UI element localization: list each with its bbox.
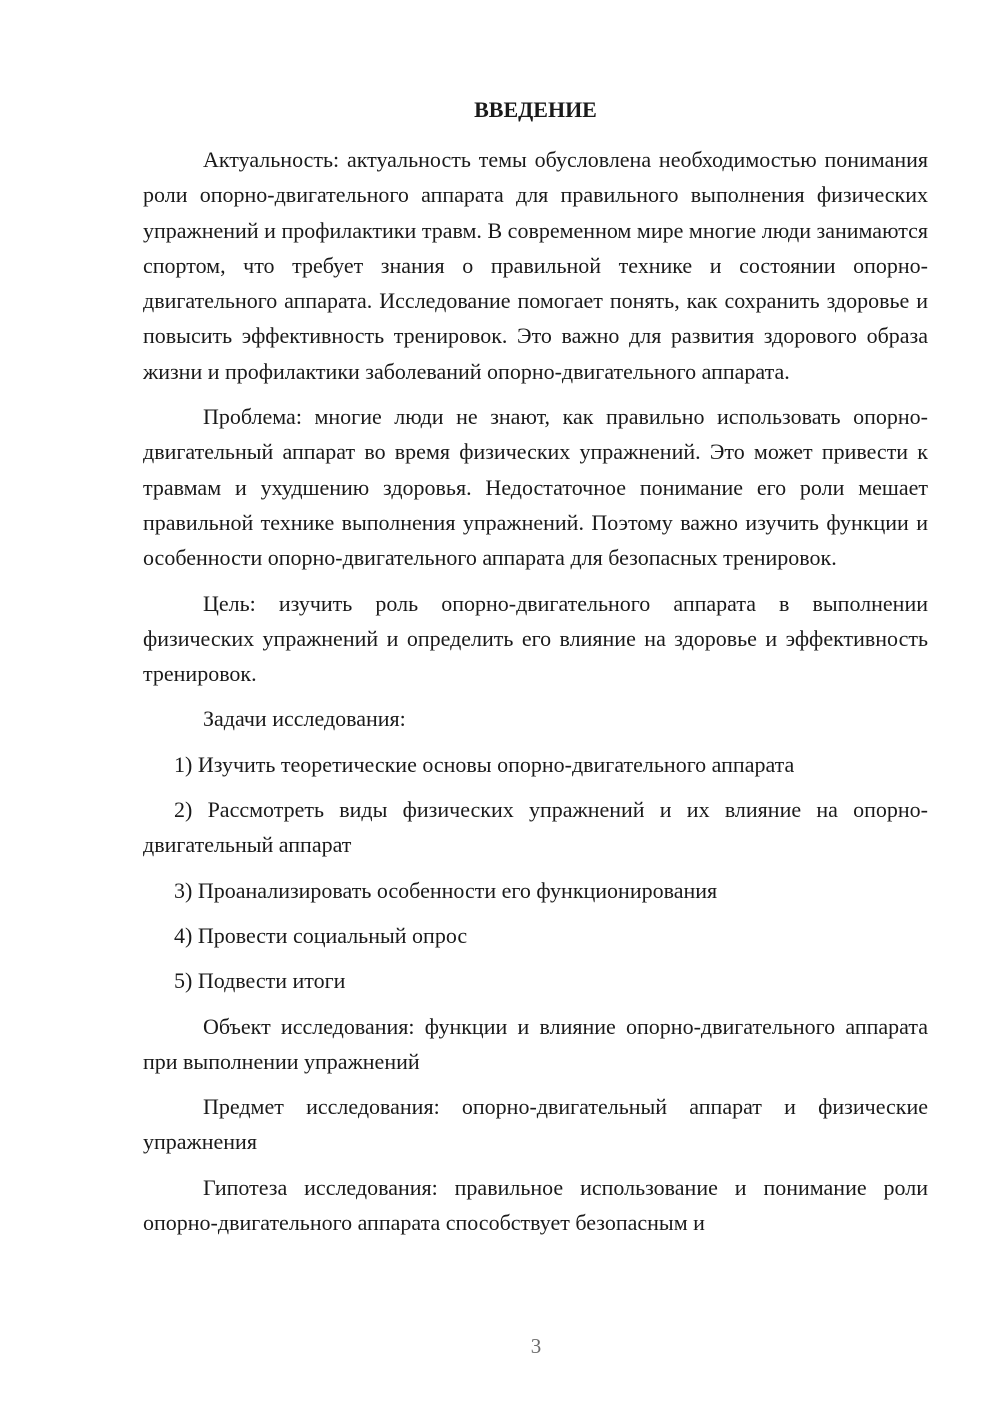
paragraph-goal: Цель: изучить роль опорно-двигательного аппарата в выполнении физических упражнений и определить его влияние на здоровье и эффективность тренировок. <box>143 590 928 687</box>
paragraph-problem: Проблема: многие люди не знают, как правильно использовать опорно-двигательный аппарат во время физических упражнений. Это может привести к травмам и ухудшению здоровья. Недостаточное понимание его роли мешает правильной технике выполнения упражнений. Поэтому важно изучить функции и особенности опорно-двигательного аппарата для безопасных тренировок. <box>143 404 928 571</box>
paragraph-subject: Предмет исследования: опорно-двигательный аппарат и физические упражнения <box>143 1094 928 1155</box>
page-number: 3 <box>530 1334 542 1358</box>
paragraph-relevance: Актуальность: актуальность темы обусловлена необходимостью понимания роли опорно-двигательного аппарата для правильного выполнения физических упражнений и профилактики травм. В современном мире многие люди занимаются спортом, что требует знания о правильной технике и состоянии опорно-двигательного аппарата. Исследование помогает понять, как сохранить здоровье и повысить эффективность тренировок. Это важно для развития здорового образа жизни и профилактики заболеваний опорно-двигательного аппарата. <box>143 147 928 384</box>
task-item-2: 2) Рассмотреть виды физических упражнений и их влияние на опорно-двигательный аппарат <box>143 797 928 858</box>
paragraph-object: Объект исследования: функции и влияние опорно-двигательного аппарата при выполнении упражнений <box>143 1013 928 1074</box>
task-item-3: 3) Проанализировать особенности его функционирования <box>174 877 718 903</box>
paragraph-tasks-heading: Задачи исследования: <box>203 706 406 732</box>
page-title: ВВЕДЕНИЕ <box>474 97 597 122</box>
task-item-4: 4) Провести социальный опрос <box>174 922 468 948</box>
task-item-5: 5) Подвести итоги <box>174 968 346 994</box>
task-item-1: 1) Изучить теоретические основы опорно-двигательного аппарата <box>174 751 795 777</box>
document-body <box>143 142 928 1250</box>
paragraph-hypothesis: Гипотеза исследования: правильное использование и понимание роли опорно-двигательного аппарата способствует безопасным и <box>143 1174 928 1236</box>
